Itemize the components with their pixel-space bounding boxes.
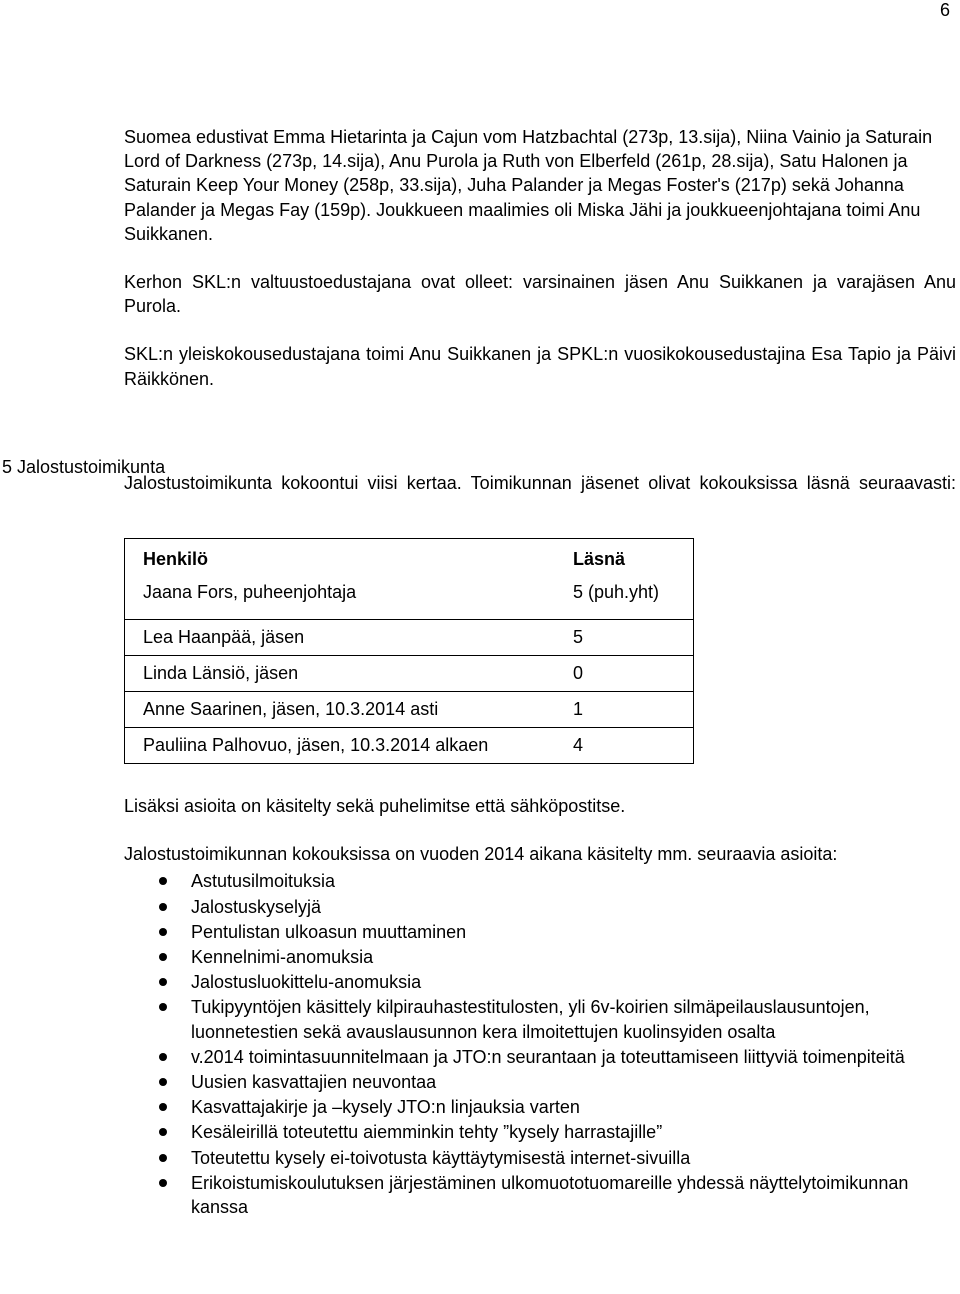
list-item: [124, 920, 956, 944]
table-spacer: [125, 609, 694, 620]
list-item: [124, 970, 956, 994]
table-header-person: Henkilö: [143, 548, 209, 569]
paragraph-team: Suomea edustivat Emma Hietarinta ja Cajun vom Hatzbachtal (273p, 13.sija), Niina Vainio ja Saturain Lord of Darkness (273p, 14.sija), Anu Purola ja Ruth von Elberfeld (261p, 28.sija), Satu Halonen ja Saturain Keep Your Money (258p, 33.sija), Juha Palander ja Megas Foster's (217p) sekä Johanna Palander ja Megas Fay (159p). Joukkueen maalimies oli Miska Jähi ja joukkueenjohtajana toimi Anu Suikkanen.: [124, 127, 933, 244]
bullet-icon: [159, 877, 167, 885]
bullet-icon: [159, 1128, 167, 1136]
table-cell-present: 4: [573, 728, 694, 764]
table-cell-present: 1: [573, 692, 694, 728]
table-cell-person: Linda Länsiö, jäsen: [125, 656, 574, 692]
list-item-text: Pentulistan ulkoasun muuttaminen: [191, 921, 467, 942]
bullet-icon: [159, 978, 167, 986]
list-item-text: Uusien kasvattajien neuvontaa: [191, 1072, 437, 1093]
table-cell-person: Jaana Fors, puheenjohtaja: [143, 581, 357, 602]
document-body: [124, 125, 956, 1220]
list-item: [124, 945, 956, 969]
list-item: [124, 1146, 956, 1170]
table-cell-person: Pauliina Palhovuo, jäsen, 10.3.2014 alkaen: [125, 728, 574, 764]
table-row: [125, 692, 694, 728]
bullet-icon: [159, 1053, 167, 1061]
list-item: [124, 1120, 956, 1144]
table-cell-present: 5: [573, 620, 694, 656]
list-item-text: Toteutettu kysely ei-toivotusta käyttäytymisestä internet-sivuilla: [191, 1147, 691, 1168]
list-item: [124, 1070, 956, 1094]
table-row: [125, 656, 694, 692]
list-item-text: Kesäleirillä toteutettu aiemminkin tehty ”kysely harrastajille”: [191, 1122, 663, 1143]
list-item: [124, 1095, 956, 1119]
table-cell-present: 0: [573, 656, 694, 692]
list-item-text: Astutusilmoituksia: [191, 871, 336, 892]
bullet-icon: [159, 1103, 167, 1111]
paragraph-meetings: Jalostustoimikunta kokoontui viisi kertaa. Toimikunnan jäsenet olivat kokouksissa läsnä seuraavasti:: [124, 472, 956, 493]
bullet-icon: [159, 1154, 167, 1162]
paragraph-council: Kerhon SKL:n valtuustoedustajana ovat olleet: varsinainen jäsen Anu Suikkanen ja varajäsen Anu Purola.: [124, 272, 956, 317]
bullet-icon: [159, 903, 167, 911]
list-item-text: Kasvattajakirje ja –kysely JTO:n linjauksia varten: [191, 1097, 580, 1118]
paragraph-topics-intro: Jalostustoimikunnan kokouksissa on vuoden 2014 aikana käsitelty mm. seuraavia asioita:: [124, 844, 838, 865]
list-item: [124, 895, 956, 919]
table-row: [125, 728, 694, 764]
table-cell-person: Lea Haanpää, jäsen: [125, 620, 574, 656]
paragraph-representatives: SKL:n yleiskokousedustajana toimi Anu Suikkanen ja SPKL:n vuosikokousedustajina Esa Tapio ja Päivi Räikkönen.: [124, 344, 956, 389]
table-cell-person: Anne Saarinen, jäsen, 10.3.2014 asti: [125, 692, 574, 728]
list-item: [124, 995, 956, 1043]
list-item-text: Jalostuskyselyjä: [191, 896, 322, 917]
attendance-table: [124, 538, 694, 764]
bullet-icon: [159, 1179, 167, 1187]
list-item: [124, 1045, 956, 1069]
list-item-text: Jalostusluokittelu-anomuksia: [191, 972, 422, 993]
list-item: [124, 869, 956, 893]
table-header-present: Läsnä: [573, 548, 626, 569]
table-cell-present: 5 (puh.yht): [573, 581, 660, 602]
bullet-icon: [159, 1078, 167, 1086]
section-heading: 5 Jalostustoimikunta: [2, 457, 166, 477]
page-number: 6: [939, 0, 950, 20]
bullet-icon: [159, 1003, 167, 1011]
table-header-row: [125, 539, 694, 576]
topic-list: [124, 869, 956, 1219]
paragraph-other-channels: Lisäksi asioita on käsitelty sekä puhelimitse että sähköpostitse.: [124, 796, 626, 817]
list-item: [124, 1171, 956, 1219]
list-item-text: Tukipyyntöjen käsittely kilpirauhastestitulosten, yli 6v-koirien silmäpeilauslausuntojen, luonnetestien sekä avauslausunnon kera ilmoitettujen kuolinsyiden osalta: [191, 997, 870, 1042]
bullet-icon: [159, 928, 167, 936]
list-item-text: Erikoistumiskoulutuksen järjestäminen ulkomuototuomareille yhdessä näyttelytoimikunnan kanssa: [191, 1172, 909, 1218]
table-row: [125, 575, 694, 609]
list-item-text: v.2014 toimintasuunnitelmaan ja JTO:n seurantaan ja toteuttamiseen liittyviä toimenpiteitä: [191, 1046, 905, 1067]
list-item-text: Kennelnimi-anomuksia: [191, 947, 374, 968]
bullet-icon: [159, 953, 167, 961]
table-row: [125, 620, 694, 656]
